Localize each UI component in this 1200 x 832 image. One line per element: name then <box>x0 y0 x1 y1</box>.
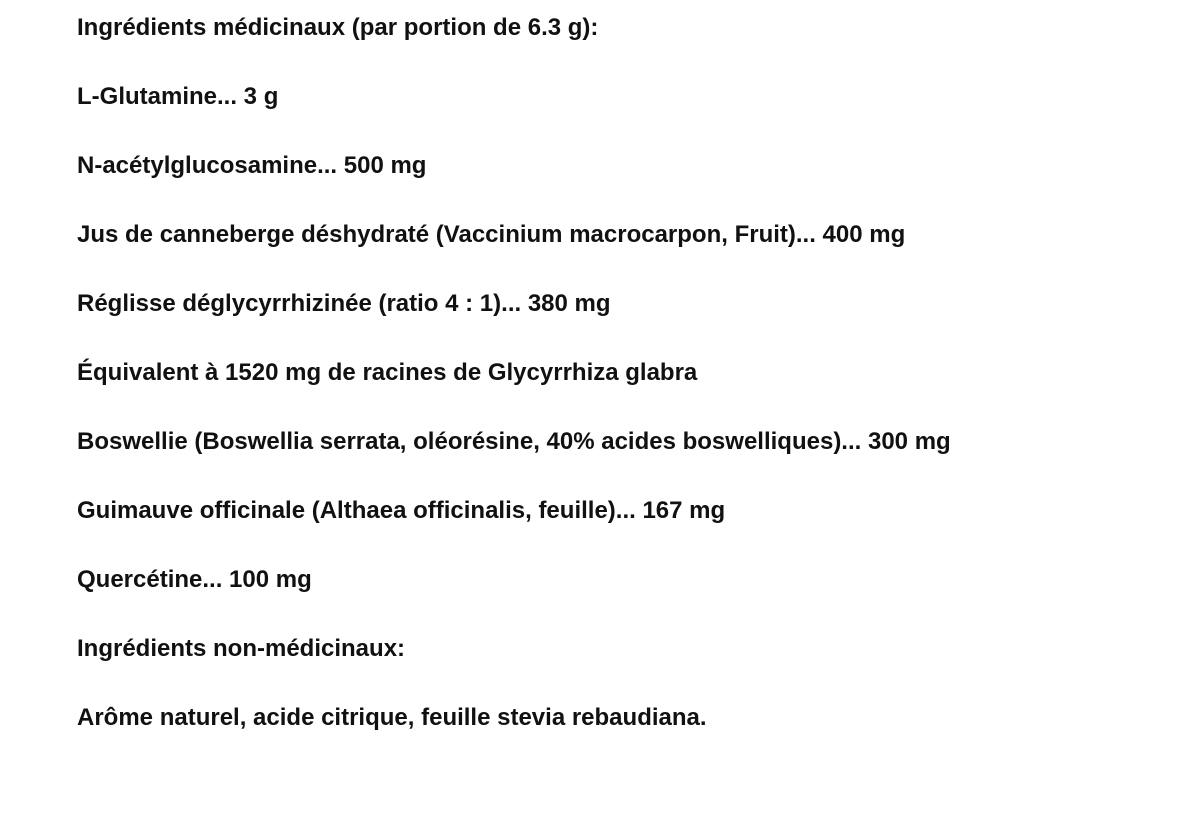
ingredient-dgl-licorice: Réglisse déglycyrrhizinée (ratio 4 : 1)... 380 mg <box>77 290 611 317</box>
ingredient-quercetin: Quercétine... 100 mg <box>77 566 312 593</box>
ingredient-cranberry-juice: Jus de canneberge déshydraté (Vaccinium macrocarpon, Fruit)... 400 mg <box>77 221 906 248</box>
ingredients-document <box>77 12 1177 771</box>
ingredient-boswellia: Boswellie (Boswellia serrata, oléorésine, 40% acides boswelliques)... 300 mg <box>77 428 951 455</box>
non-medicinal-ingredients-list: Arôme naturel, acide citrique, feuille stevia rebaudiana. <box>77 704 707 731</box>
licorice-equivalence-note: Équivalent à 1520 mg de racines de Glycyrrhiza glabra <box>77 359 698 386</box>
ingredient-l-glutamine: L-Glutamine... 3 g <box>77 83 279 110</box>
non-medicinal-ingredients-heading: Ingrédients non-médicinaux: <box>77 635 406 662</box>
ingredient-n-acetylglucosamine: N-acétylglucosamine... 500 mg <box>77 152 427 179</box>
ingredient-marshmallow: Guimauve officinale (Althaea officinalis, feuille)... 167 mg <box>77 497 726 524</box>
medicinal-ingredients-heading: Ingrédients médicinaux (par portion de 6.3 g): <box>77 14 599 41</box>
